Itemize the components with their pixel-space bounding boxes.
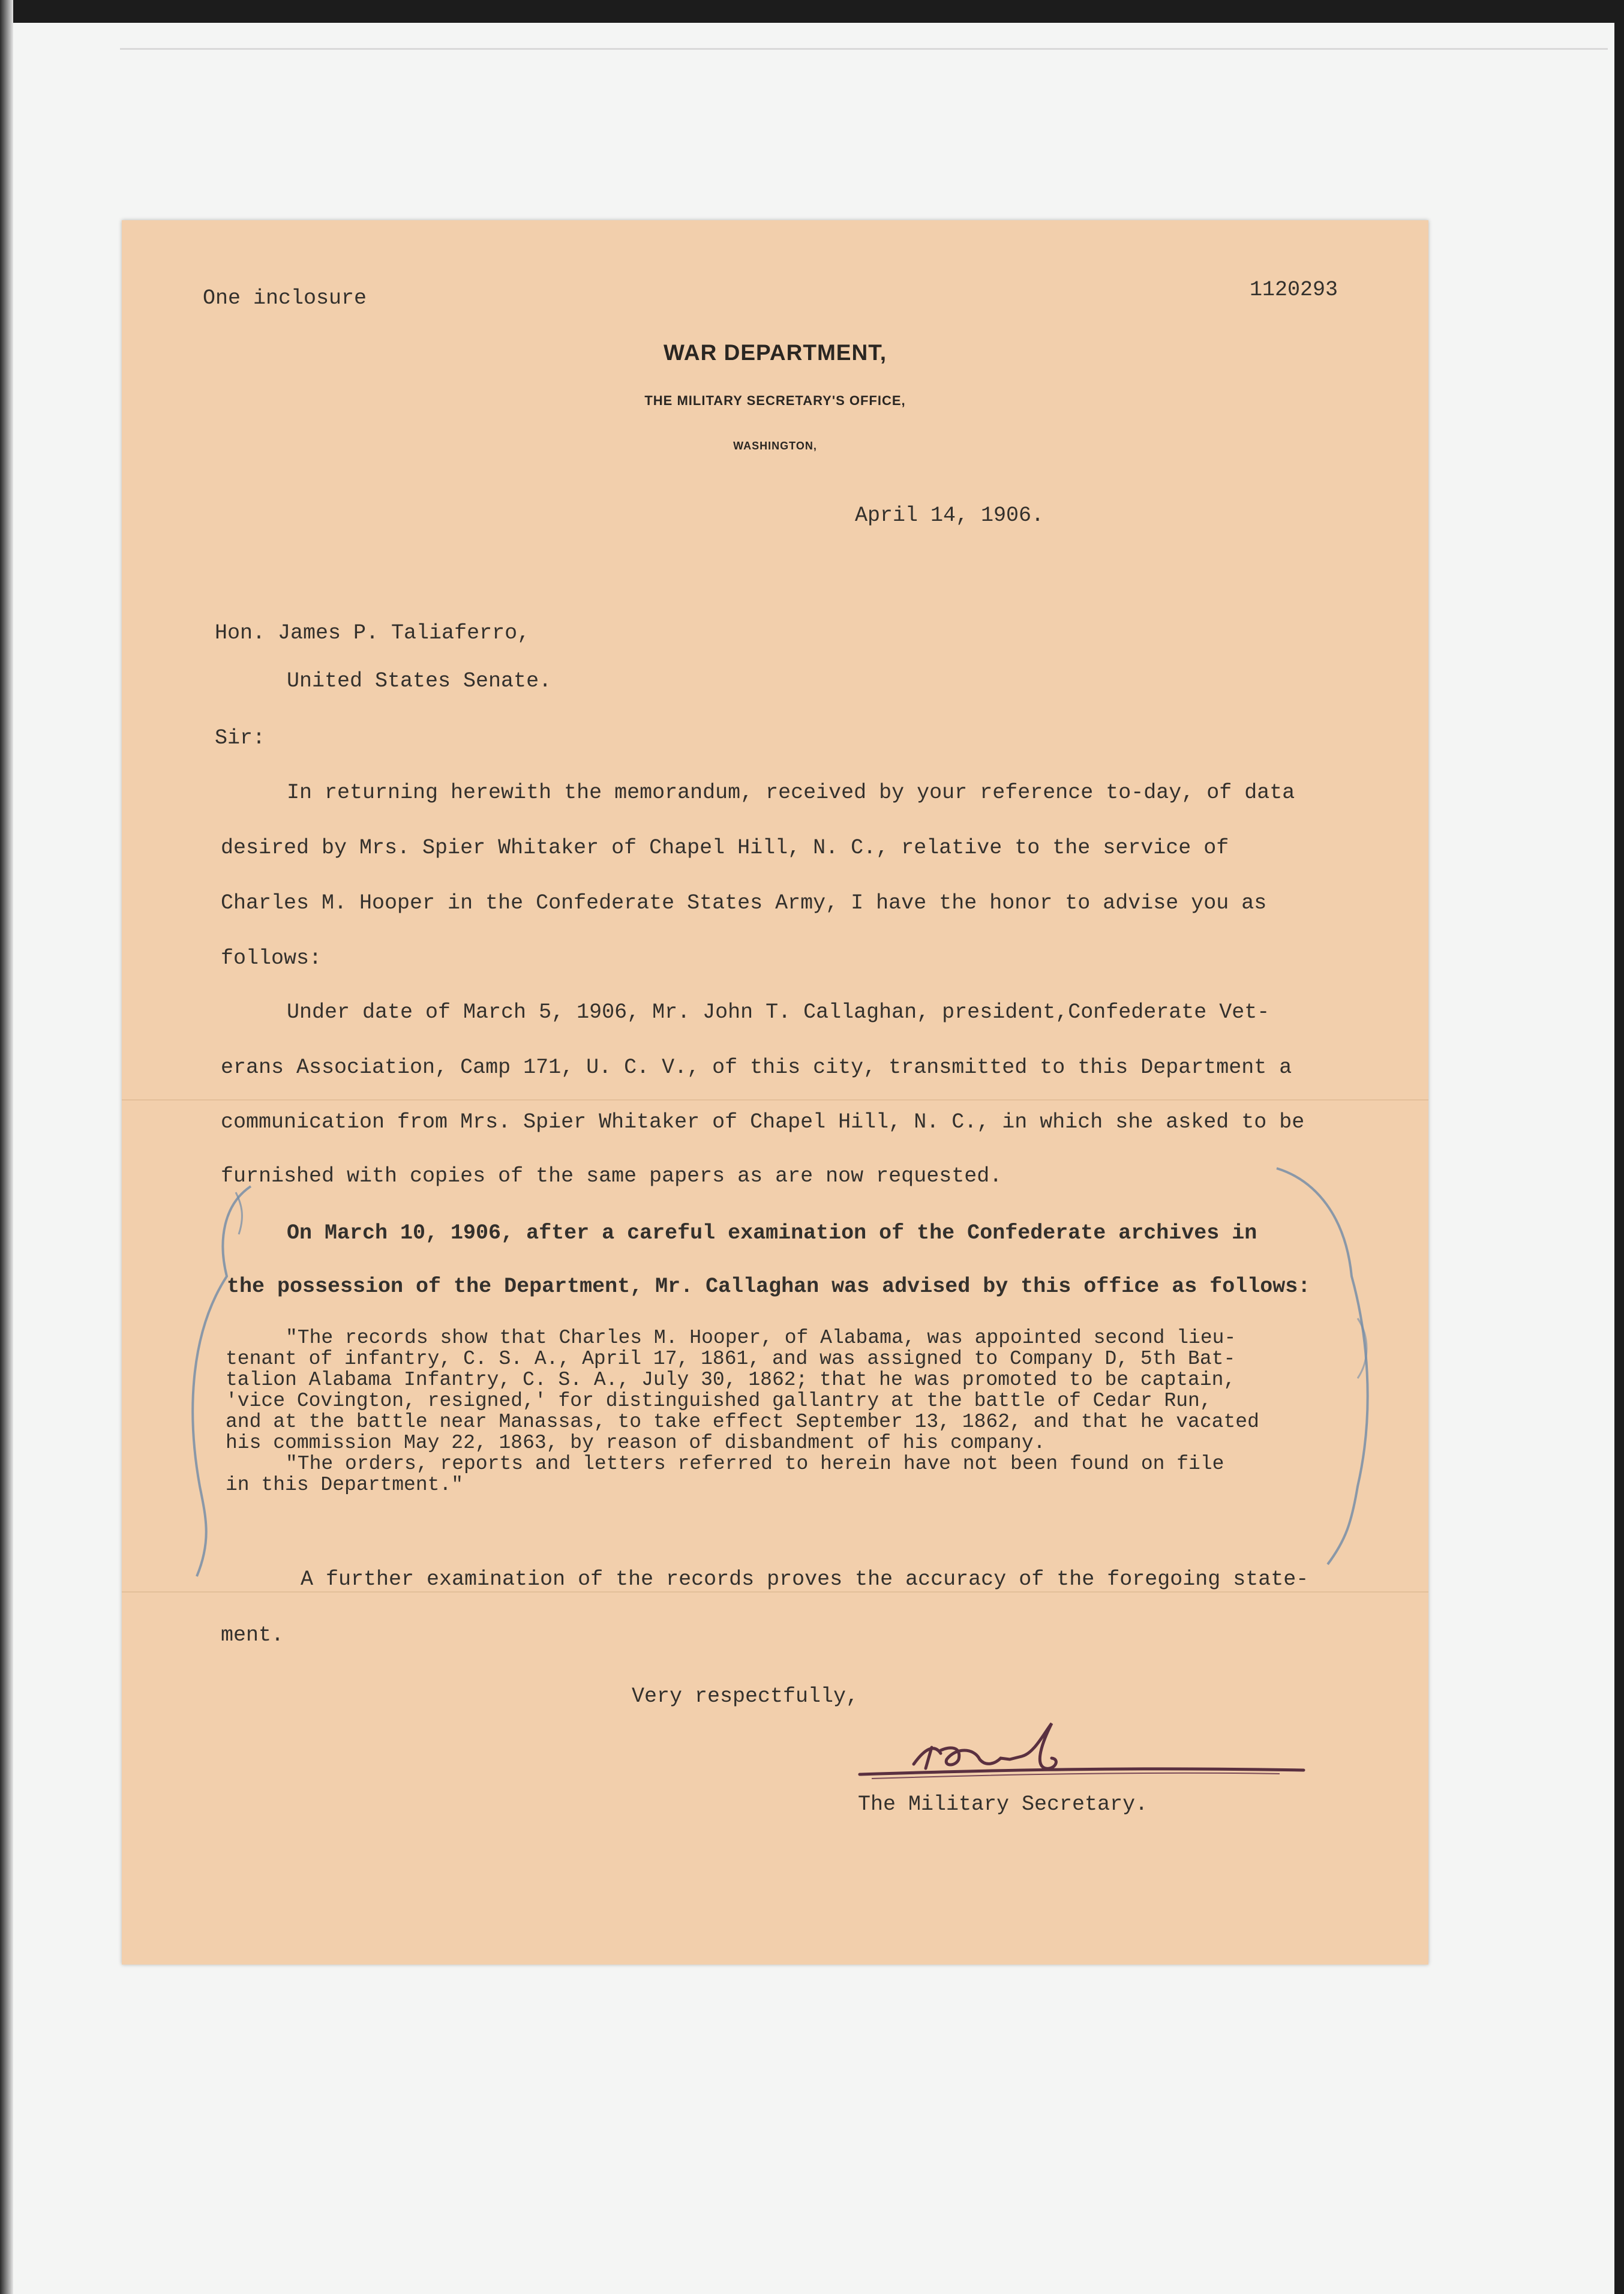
quoted-record [226, 1327, 1395, 1495]
letterhead-office: THE MILITARY SECRETARY'S OFFICE, [644, 393, 906, 408]
paragraph-2-line: Under date of March 5, 1906, Mr. John T. Callaghan, president,Confederate Vet- [287, 1000, 1270, 1024]
mount-sheet-edge [120, 48, 1608, 50]
handwritten-signature [836, 1711, 1316, 1789]
addressee-name: Hon. James P. Taliaferro, [215, 621, 530, 645]
quote-line: "The orders, reports and letters referred to herein have not been found on file [286, 1453, 1224, 1475]
letterhead-city: WASHINGTON, [733, 440, 817, 452]
scanner-right-border [1614, 0, 1624, 2294]
paragraph-3-line: On March 10, 1906, after a careful examination of the Confederate archives in [287, 1221, 1257, 1245]
paragraph-2-line: erans Association, Camp 171, U. C. V., of this city, transmitted to this Department a [221, 1055, 1292, 1079]
paragraph-1-line: desired by Mrs. Spier Whitaker of Chapel Hill, N. C., relative to the service of [221, 836, 1229, 860]
addressee-body: United States Senate. [287, 669, 552, 693]
paragraph-1-line: Charles M. Hooper in the Confederate States Army, I have the honor to advise you as [221, 891, 1267, 915]
paragraph-4-line: A further examination of the records proves the accuracy of the foregoing state- [301, 1567, 1309, 1591]
quote-line: tenant of infantry, C. S. A., April 17, 1861, and was assigned to Company D, 5th Bat- [226, 1348, 1236, 1370]
quote-line: his commission May 22, 1863, by reason of disbandment of his company. [226, 1432, 1046, 1454]
paragraph-1-line: follows: [221, 946, 322, 970]
salutation: Sir: [215, 726, 266, 750]
file-number: 1120293 [1250, 278, 1338, 302]
fold-crease [122, 1099, 1428, 1100]
fold-crease [122, 1591, 1428, 1593]
letter-date: April 14, 1906. [855, 503, 1044, 527]
scanner-left-border [0, 0, 13, 2294]
paragraph-4-line: ment. [221, 1623, 284, 1647]
paragraph-3-line: the possession of the Department, Mr. Callaghan was advised by this office as follows: [227, 1275, 1311, 1299]
paragraph-1-line: In returning herewith the memorandum, received by your reference to-day, of data [287, 781, 1295, 805]
quote-line: in this Department." [226, 1474, 464, 1496]
scanner-top-border [0, 0, 1624, 23]
quote-line: 'vice Covington, resigned,' for distinguished gallantry at the battle of Cedar Run, [226, 1390, 1212, 1412]
letter-sheet [122, 220, 1428, 1965]
paragraph-2-line: furnished with copies of the same papers as are now requested. [221, 1164, 1002, 1188]
quote-line: "The records show that Charles M. Hooper, of Alabama, was appointed second lieu- [286, 1327, 1236, 1349]
paragraph-2-line: communication from Mrs. Spier Whitaker of Chapel Hill, N. C., in which she asked to be [221, 1110, 1305, 1134]
inclosure-note: One inclosure [203, 286, 367, 310]
closing: Very respectfully, [632, 1684, 859, 1708]
quote-line: and at the battle near Manassas, to take effect September 13, 1862, and that he vacated [226, 1411, 1259, 1433]
signature-title: The Military Secretary. [858, 1792, 1148, 1816]
quote-line: talion Alabama Infantry, C. S. A., July 30, 1862; that he was promoted to be captain, [226, 1369, 1236, 1391]
letterhead-department: WAR DEPARTMENT, [664, 340, 887, 365]
